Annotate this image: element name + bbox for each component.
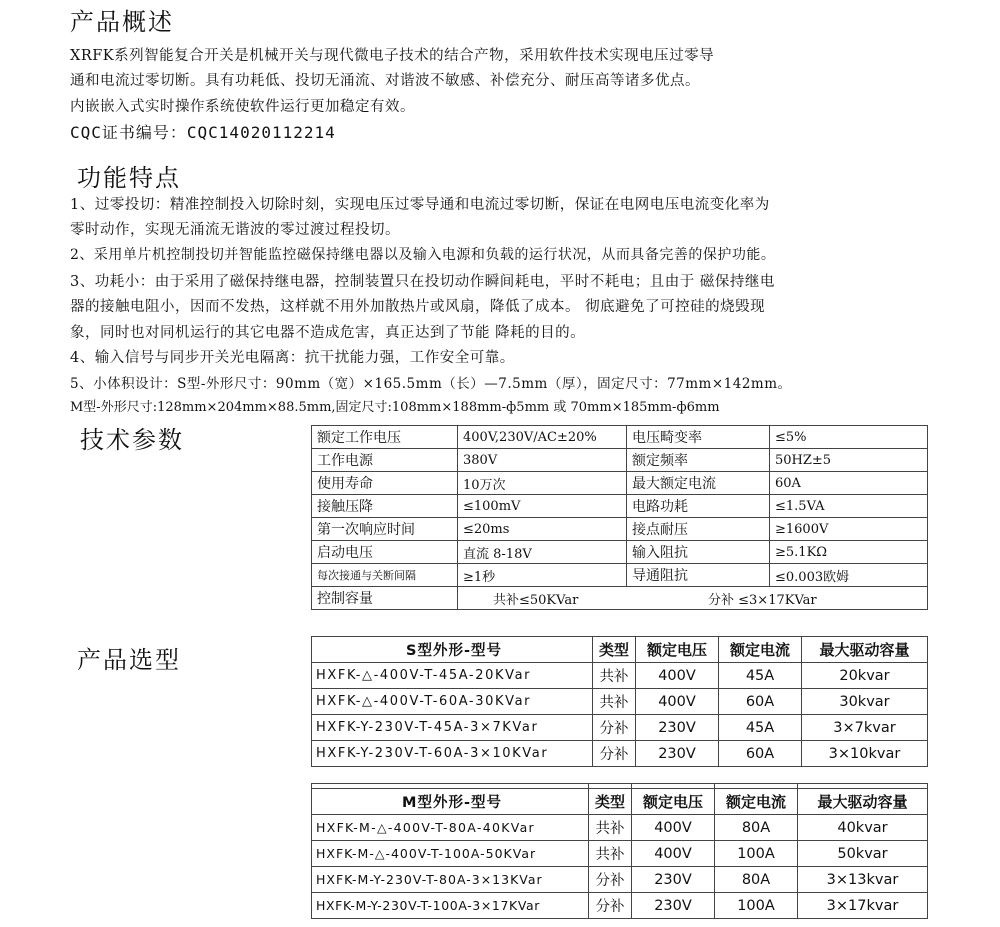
column-header: S型外形-型号 (312, 637, 593, 663)
current-cell: 100A (715, 893, 798, 919)
table-row (312, 564, 928, 587)
column-header: 类型 (589, 789, 632, 815)
model-cell: HXFK-△-400V-T-60A-30KVar (312, 689, 593, 715)
param-label: 工作电源 (312, 449, 458, 472)
current-cell: 80A (715, 867, 798, 893)
table-row (312, 741, 928, 767)
column-header: 最大驱动容量 (798, 789, 928, 815)
param-value: 380V (458, 449, 627, 472)
voltage-cell: 230V (632, 867, 715, 893)
capacity-cell: 40kvar (798, 815, 928, 841)
param-value: ≤1.5VA (770, 495, 928, 518)
table-row (312, 541, 928, 564)
param-label: 额定工作电压 (312, 426, 458, 449)
param-label: 控制容量 (312, 587, 458, 610)
tech-params-table (311, 425, 928, 610)
table-row (312, 715, 928, 741)
split-compensation-value: 分补 ≤3×17KVar (708, 592, 817, 608)
param-label: 输入阻抗 (627, 541, 770, 564)
capacity-cell: 30kvar (802, 689, 928, 715)
voltage-cell: 400V (636, 689, 719, 715)
feature-line: 象，同时也对同机运行的其它电器不造成危害，真正达到了节能 降耗的目的。 (70, 325, 586, 341)
overview-line: XRFK系列智能复合开关是机械开关与现代微电子技术的结合产物，采用软件技术实现电压过零导 (70, 48, 715, 64)
type-cell: 分补 (593, 741, 636, 767)
voltage-cell: 400V (636, 663, 719, 689)
s-type-model-table (311, 636, 928, 767)
param-value: ≥1600V (770, 518, 928, 541)
type-cell: 分补 (589, 867, 632, 893)
voltage-cell: 400V (632, 815, 715, 841)
column-header: M型外形-型号 (312, 789, 589, 815)
control-capacity-cell (458, 587, 928, 610)
capacity-cell: 3×7kvar (802, 715, 928, 741)
feature-line: 零时动作，实现无涌流无谐波的零过渡过程投切。 (70, 222, 400, 238)
param-value: 60A (770, 472, 928, 495)
voltage-cell: 230V (636, 715, 719, 741)
table-row (312, 449, 928, 472)
feature-line: 1、过零投切：精准控制投入切除时刻，实现电压过零导通和电流过零切断，保证在电网电压电流变化率为 (70, 197, 770, 213)
table-row (312, 689, 928, 715)
model-cell: HXFK-Y-230V-T-45A-3×7KVar (312, 715, 593, 741)
table-row (312, 518, 928, 541)
capacity-cell: 3×13kvar (798, 867, 928, 893)
param-value: 400V,230V/AC±20% (458, 426, 627, 449)
param-label: 接点耐压 (627, 518, 770, 541)
feature-line: M型-外形尺寸:128mm×204mm×88.5mm,固定尺寸:108mm×188mm-ф5mm 或 70mm×185mm-ф6mm (70, 400, 720, 415)
voltage-cell: 400V (632, 841, 715, 867)
column-header: 额定电流 (715, 789, 798, 815)
column-header: 额定电流 (719, 637, 802, 663)
column-header: 类型 (593, 637, 636, 663)
capacity-cell: 3×17kvar (798, 893, 928, 919)
column-header: 额定电压 (636, 637, 719, 663)
current-cell: 80A (715, 815, 798, 841)
param-label: 使用寿命 (312, 472, 458, 495)
model-cell: HXFK-Y-230V-T-60A-3×10KVar (312, 741, 593, 767)
table-header-row (312, 637, 928, 663)
param-label: 启动电压 (312, 541, 458, 564)
model-cell: HXFK-M-Y-230V-T-100A-3×17KVar (312, 893, 589, 919)
feature-line: 2、采用单片机控制投切并智能监控磁保持继电器以及输入电源和负载的运行状况，从而具备完善的保护功能。 (70, 247, 776, 263)
table-row (312, 472, 928, 495)
type-cell: 共补 (593, 689, 636, 715)
param-label: 电路功耗 (627, 495, 770, 518)
tech-heading: 技术参数 (80, 426, 184, 454)
table-header-row (312, 789, 928, 815)
param-value: 10万次 (458, 472, 627, 495)
capacity-cell: 50kvar (798, 841, 928, 867)
feature-line: 5、小体积设计：S型-外形尺寸：90mm（宽）×165.5mm（长）—7.5mm（厚），固定尺寸：77mm×142mm。 (70, 376, 792, 392)
param-value: ≥5.1KΩ (770, 541, 928, 564)
overview-heading: 产品概述 (70, 8, 174, 36)
cqc-certificate-number: CQC证书编号：CQC14020112214 (70, 123, 336, 142)
feature-line: 4、输入信号与同步开关光电隔离：抗干扰能力强，工作安全可靠。 (70, 350, 515, 366)
table-row (312, 426, 928, 449)
table-row (312, 815, 928, 841)
selection-heading: 产品选型 (77, 646, 181, 674)
table-row (312, 893, 928, 919)
param-value: ≥1秒 (458, 564, 627, 587)
capacity-cell: 20kvar (802, 663, 928, 689)
column-header: 额定电压 (632, 789, 715, 815)
param-value: ≤100mV (458, 495, 627, 518)
param-value: ≤20ms (458, 518, 627, 541)
m-type-model-table (311, 783, 928, 919)
param-label: 最大额定电流 (627, 472, 770, 495)
overview-line: 通和电流过零切断。具有功耗低、投切无涌流、对谐波不敏感、补偿充分、耐压高等诸多优点。 (70, 73, 700, 89)
param-label: 额定频率 (627, 449, 770, 472)
feature-line: 3、功耗小：由于采用了磁保持继电器，控制装置只在投切动作瞬间耗电，平时不耗电；且由于 磁保持继电 (70, 274, 775, 290)
model-cell: HXFK-M-△-400V-T-100A-50KVar (312, 841, 589, 867)
table-row (312, 867, 928, 893)
feature-line: 器的接触电阻小，因而不发热，这样就不用外加散热片或风扇，降低了成本。 彻底避免了可控硅的烧毁现 (70, 299, 766, 315)
current-cell: 60A (719, 689, 802, 715)
model-cell: HXFK-M-△-400V-T-80A-40KVar (312, 815, 589, 841)
type-cell: 共补 (589, 841, 632, 867)
param-label: 第一次响应时间 (312, 518, 458, 541)
table-row (312, 841, 928, 867)
table-row (312, 663, 928, 689)
type-cell: 共补 (593, 663, 636, 689)
voltage-cell: 230V (636, 741, 719, 767)
table-row (312, 495, 928, 518)
current-cell: 100A (715, 841, 798, 867)
current-cell: 45A (719, 715, 802, 741)
type-cell: 分补 (593, 715, 636, 741)
capacity-cell: 3×10kvar (802, 741, 928, 767)
features-heading: 功能特点 (77, 164, 181, 192)
param-label: 每次接通与关断间隔 (312, 564, 458, 587)
voltage-cell: 230V (632, 893, 715, 919)
type-cell: 共补 (589, 815, 632, 841)
param-value: ≤5% (770, 426, 928, 449)
param-value: 50HZ±5 (770, 449, 928, 472)
model-cell: HXFK-△-400V-T-45A-20KVar (312, 663, 593, 689)
param-value: 直流 8-18V (458, 541, 627, 564)
param-value: ≤0.003欧姆 (770, 564, 928, 587)
common-compensation-value: 共补≤50KVar (493, 592, 579, 608)
type-cell: 分补 (589, 893, 632, 919)
current-cell: 60A (719, 741, 802, 767)
param-label: 接触压降 (312, 495, 458, 518)
model-cell: HXFK-M-Y-230V-T-80A-3×13KVar (312, 867, 589, 893)
table-row (312, 587, 928, 610)
overview-line: 内嵌嵌入式实时操作系统使软件运行更加稳定有效。 (70, 99, 415, 115)
param-label: 电压畸变率 (627, 426, 770, 449)
current-cell: 45A (719, 663, 802, 689)
param-label: 导通阻抗 (627, 564, 770, 587)
column-header: 最大驱动容量 (802, 637, 928, 663)
